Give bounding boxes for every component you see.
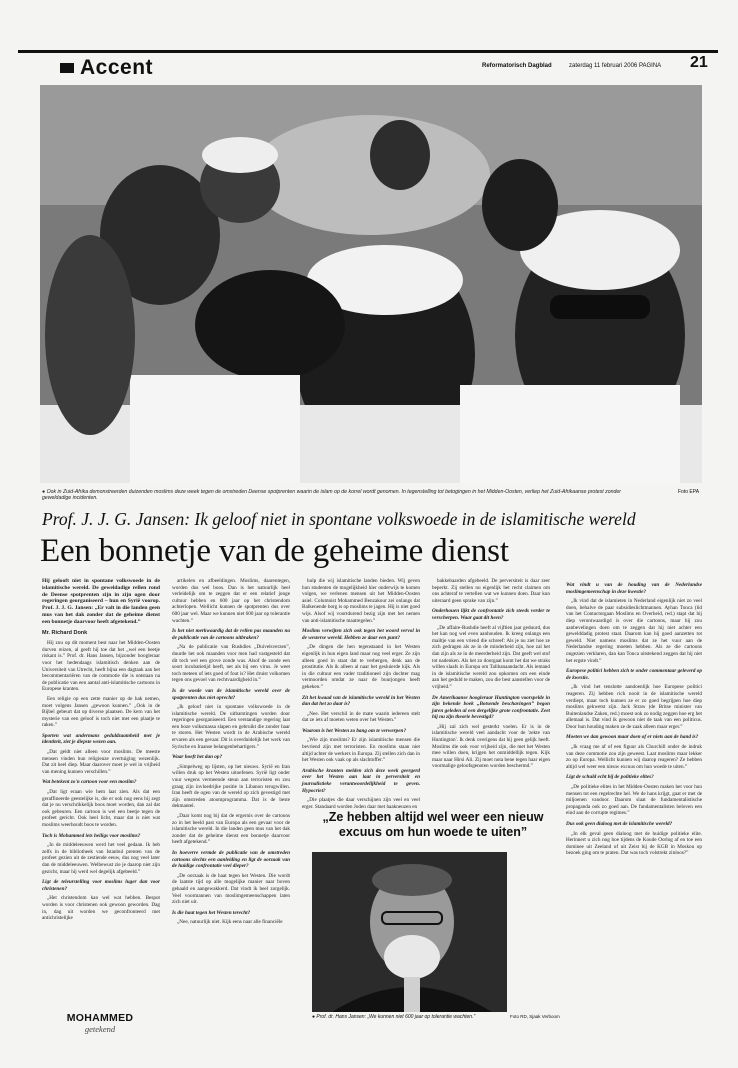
interview-question: Wat vindt u van de houding van de Nederlandse moslimgemeenschap in deze kwestie? bbox=[566, 582, 702, 595]
protest-photo-illustration bbox=[40, 85, 702, 483]
main-photo bbox=[40, 85, 702, 483]
interview-question: Ligt de schuld echt bij de politieke elites? bbox=[566, 774, 654, 781]
interview-question: Is het niet merkwaardig dat de rellen pas maanden na de publicatie van de cartoons uitbraken? bbox=[172, 628, 290, 641]
interview-question: Waar hoeft het dan op? bbox=[172, 754, 223, 761]
logo-title: MOHAMMED bbox=[66, 1012, 134, 1024]
paragraph: „Ik vind dat de islamieten in Nederland eigenlijk niet zo veel doen, behalve de paar subsidieslichtmannen. Ayhan Tonca (lid van het Contactorgaan Moslims en Overheid, red.) stapt dat hij diep verontwaardigd is over die cartoons, maar hij zou aanbevelingen doen om te zeggen dat hij niet achter een gewelddadig protest staat. Daarom kan hij goed aanzetten tot geweld. Niet namens moslims dat ze het vuur aan de Nederlandse regering moeten hebben. Als ze die cartoons ongezien verklaren, dan kan Tonca uitstekend zeggen dat hij niet het ergste vindt.” bbox=[566, 598, 702, 664]
paragraph: „De affaire-Rushdie heeft al vijftien jaar geduurd, dus het kan nog wel even aanhouden. Ik kreeg onlangs een mailtje van een vriend die schreef: Als je nu ziet hoe ze zich gedragen als ze in de minderheid zijn, hoe zal het dan zijn als ze in de meerderheid zijn. Dat geeft wel stof tot nadenken. Als het zo doorgaat komt het dat we straks willen slaafs in Europa om Talibanaandacht. Als iemand in de islamitische wereld zou opkomen om een einde aan het geduld te maken, zou die best aanstellen voor de vrijheid.” bbox=[432, 624, 550, 690]
paragraph: „Daar komt nog bij dat de ergernis over de cartoons zo in het beeld past van Europa als een gevaar voor de islamitische wereld. In die landen geen mus van het dak zonder dat de geheime dienst een bonnetje daarvoor heeft afgetekend.” bbox=[172, 813, 290, 846]
interview-question: Arabische kranten melden zich deze week geergerd over het Westen aan laat in perversiteit en journalistieke verantwoordelijkheid te geven. Hypocriet? bbox=[302, 767, 420, 794]
interview-question: Onderhouen lijkt de confrontatie zich steeds verder te verscherpen. Waar gaat dit heen? bbox=[432, 608, 550, 621]
paragraph: Hij zou op dit moment best naar het Midden-Oosten durven reizen, al geeft hij toe dat het „wel een beetje riskant is.” Prof. dr. Hans Jansen, bijzonder hoogleraar voor het hedendaags islamitisch denken aan de Universiteit van Utrecht, heeft bijna een dagtaak aan het becommentariëren van de commotie die is ontstaan na de publicatie van een aantal anti-islamitische cartoons in Europese kranten. bbox=[42, 640, 160, 693]
section-label: Accent bbox=[80, 56, 154, 79]
paragraph: „Ik vraag me af of een figuur als Churchill onder de indruk van deze commotie zou zijn geweest. Laat moslims maar lekker zo op Europa. Wellicht kunnen wij daarop reageren? Ze hebben altijd wel weer een nieuw excuus om hun woede te uiten.” bbox=[566, 744, 702, 770]
paragraph: „De politieke elites in het Midden-Oosten maken het voor hun mensen tot een regelrechte hel. We de hans krijgt, gaat er met de miljoenen vandoor. Daarom slaat de fundamentalistische propaganda ook zo goed aan. De fundamentalisten beloven een eind aan de corrupte regimes.” bbox=[566, 784, 702, 817]
article-column-3 bbox=[302, 578, 420, 813]
interview-question: Toch is Mohammed iets heiligs voor moslims? bbox=[42, 832, 141, 839]
article-lead: Hij gelooft niet in spontane volkswoede in de islamitische wereld. De geweldadige rellen rond de Deense spotprenten zijn in zijn ogen door regeringen georganiseerd – hun en Syrië voorop. Prof. J. J. G. Jansen: „Er valt in die landen geen mus van het dak zonder dat de geheime dienst een bonnetje daarvoor heeft afgetekend.” bbox=[42, 578, 160, 625]
paragraph: „Ik vind het tenslotte aandoenlijk hoe Europese politici reageren. Zij hebben rich nooit in de islamitische wereld verdiept, maar toch kunnen ze er zo goed begrijpen hoe diep moslims gekwetst zijn. Jack Straw (de Britse minister van Buitenlandse Zaken, red.) moest ook zo nodig zeggen hoe erg het allemaal is. Dat vind ik gewoon niet de taak van een politicus. Door hun houding maken ze de zaak alleen maar erger.” bbox=[566, 684, 702, 730]
article-column-1 bbox=[42, 578, 160, 925]
paragraph: „Die plaatjes die daar verschijnen zijn veel en veel erger. Standaard worden Joden daar met haakneuzen en bbox=[302, 797, 420, 810]
interview-question: Dus ook geen dialoog met de islamitische wereld? bbox=[566, 821, 673, 827]
portrait-photo bbox=[312, 852, 507, 1012]
paragraph: „In de middeleeuwen werd het veel gedaan. Ik heb zelfs in de bibliotheek van Istanbul prenten van de profeet gezien uit de zestiende eeuw, dus nog veel later dan de middeleeuwen. Welbewust zie je daarop niet zijn gezicht, maar hij werd wel degelijk afgebeeld.” bbox=[42, 842, 160, 875]
date-line: zaterdag 11 februari 2006 PAGINA bbox=[569, 63, 662, 69]
pull-quote: „Ze hebben altijd wel weer een nieuw excuus om hun woede te uiten” bbox=[322, 810, 544, 839]
paragraph: hulp die wij islamitische landen bieden. Wij geven hun studenten de mogelijkheid hier onderwijs te komen volgen, we verlenen mensen uit het Midden-Oosten asiel. Columnist Mohammed Benzakour zei onlangs dat Balkenende borg is op moslims te jagen. Hij is niet goed wijs. Alsof wij voortdurend bezig zijn met het nemen van anti-islamitische maatregelen.” bbox=[302, 578, 420, 624]
portrait-caption: ● Prof. dr. Hans Jansen: „We kunnen niet 600 jaar op tolerantie wachten.” bbox=[312, 1014, 476, 1020]
series-logo bbox=[62, 1012, 138, 1034]
paragraph: artikelen en afbeeldingen. Moslims, daarentegen, worden dus wel boos. Dan is het natuurlijk heel verleidelijk om te zeggen dat er een relatief jonge cultuur hebben en 600 jaar op het christendom achterlopen. Wellicht kunnen de spotprenten dus over 600 jaar wel. Maar we kunnen niet 600 jaar op tolerantie wachten.” bbox=[172, 578, 290, 624]
interview-question: Ligt de teleurstelling voor moslims luger dan voor christenen? bbox=[42, 879, 160, 892]
paragraph: „Dat geldt niet alleen voor moslims. De meeste mensen vinden hun religieuze overtuiging wezenlijk. Dat zit heel diep. Maar daarover moet je wel in vrijheid van mening kunnen verschillen.” bbox=[42, 749, 160, 775]
paragraph: bakkebaarden afgebeeld. De perversiteit is daar zeer beperkt. Zij stellen nu eigenlijk het recht claimen om ons achteraf te vertellen wat we kunnen doen. Daar kun uiteraard geen sprake van zijn.” bbox=[432, 578, 550, 604]
paragraph: „Hij zal zich wel gesterkt voelen. Er is in de islamitische wereld veel aandacht voor de 'zekte van Huntington'. Ik denk overigens dat hij geen gelijk heeft. Moslims die ook voor vrijheid zijn, die met het Westen mee willen doen, krijgen het onmiddellijk tegen. Kijk maar naar Hirsi Ali. Zij moet nota bene tegen haar eigen voormalige geloofsgenoten worden beschermd.” bbox=[432, 723, 550, 770]
portrait-credit: Foto RD, Sjaak Verboom bbox=[510, 1014, 560, 1019]
interview-question: Wat betekent zo'n cartoon voor een moslim? bbox=[42, 779, 137, 786]
interview-question: Moslims verwijten zich ook tegen het woord vervol in de westerse wereld. Hebben ze daar een punt? bbox=[302, 628, 420, 641]
paragraph: „Nee. Het verschil in de mate waarin iedereen stelt dat ze iets af moeten weten over het Westen.” bbox=[302, 710, 420, 724]
article-kicker: Prof. J. J. G. Jansen: Ik geloof niet in spontane volkswoede in de islamitische wereld bbox=[42, 509, 636, 529]
article-column-4 bbox=[432, 578, 550, 773]
paper-name: Reformatorisch Dagblad bbox=[482, 63, 552, 69]
portrait-illustration bbox=[312, 852, 507, 1012]
paragraph: „Wie zijn moslims? Er zijn islamitische mensen die bevriend zijn met terroristen. En moslims staan niet altijd achter de werkers in Europa. Zij stellen zich dan in het Westen ook vaak op als slachtoffer.” bbox=[302, 737, 420, 764]
photo-caption: ● Ook in Zuid-Afrika demonstreerden duizenden moslims deze week tegen de omstreden Deense spotprenten waarin de islam op de korrel wordt genomen. In tegenstelling tot betogingen in het Midden-Oosten, verliep het Zuid-Afrikaanse protest zonder geweldadige incidenten. bbox=[42, 489, 621, 501]
paragraph: Een religie op een zette manier op de hak nemen, moet volgens Jansen „gewoon kunnen.” „Ook in de Bijbel gebeurt dat op diverse plaatsen. De kern van het mysterie van een geloof is toch niet met een plaatje te raken.” bbox=[42, 695, 160, 729]
interview-question: Europese politici hebben zich te onder commentaar geleverd op de kwestie. bbox=[566, 668, 702, 681]
interview-question: Zit het kwaad van de islamitische wereld in het Westen dan dat het zo daar is? bbox=[302, 694, 420, 708]
paragraph: „De dingen die hen tegenstaand in het Westen eigenlijk in hun eigen land maar nog veel erger. Ze zijn alleen goed in staat dat te verbergen, denk aan de prostitutie. Als ik alleen al naar het gesluierde kijk. Als in die cultuur een vader traditioneel zijn dochter mag vermoorden omdat ze naar de buurjongen heeft gekeken.” bbox=[302, 644, 420, 690]
interview-question: Waarom is het Westen zo bang om te verwerpen? bbox=[302, 727, 407, 734]
interview-question: Moeten we dan gewoon maar doen of er niets aan de hand is? bbox=[566, 734, 699, 741]
paragraph: „Ik geloof niet in spontane volkswoede in de islamitische wereld. De uitbarstingen worden door regeringen georganiseerd. Een verstandige regering laat een boze volksmassa slapen en gebruikt die zonder haar te storen. Het Westen wordt in de Arabische wereld ervaren als een gevaar. Dit is overduidelijk het werk van Syrische en Iraanse belangenbehartigers.” bbox=[172, 704, 290, 750]
interview-question: Is de woede van de islamitische wereld over de spotprenten dus niet oprecht? bbox=[172, 687, 290, 701]
paragraph: „In elk geval geen dialoog met de huidige politieke elite. Herinnert u zich nog hoe tijdens de Koude Oorlog af en toe een dominee uit Zeeland of uit Zeist bij de KGB in Moskou op bezoek ging om te praten. Dat was toch volstrekt zinloos?” bbox=[566, 830, 702, 857]
paragraph: „Het christendom kan wel wat hebben. Bespot worden is voor christenen ook gewoon geworden. Dag in, dag uit worden we geconfronteerd met antichristelijke bbox=[42, 895, 160, 922]
article-headline: Een bonnetje van de geheime dienst bbox=[40, 533, 509, 569]
interview-question: Is die haat tegen het Westen terecht? bbox=[172, 909, 251, 916]
byline: Mr. Richard Donk bbox=[42, 629, 88, 636]
paragraph: „Dat ligt eraan wie hem laat zien. Als dat een geraffineerde geestelijke is, die er ook nog eens bij zegt dat je nu verschrikkelijk boos moet worden, dan zal dat ook gebeuren. Een cartoon is wel een beetje tegen de profeet gericht. Ook heel licht, maar dat is niet wat moslims weerhoudt boos te worden. bbox=[42, 789, 160, 829]
article-column-5 bbox=[566, 578, 702, 860]
paragraph: „De oorzaak is de haat tegen het Westen. Die wordt de laatste tijd op alle mogelijke manier naar boven gehaald en aangewakkerd. Dat vindt ik heel zorgelijk. Veel voormannen van moslimgemeenschappen laten zich niet uit. bbox=[172, 872, 290, 906]
header-rule bbox=[18, 50, 718, 53]
interview-question: In hoeverre vermde de publicatie van de omstreden cartoons slechts een aanleiding en ligt de oorzaak van de huidige confrontatie veel dieper? bbox=[172, 849, 290, 870]
paragraph: „Simpelweg op lijsten, op het nieuws. Syrië en Iran willen druk op het Westen uitoefenen. Syrië ligt onder vuur wegens vermeende steun aan terroristen en zou graag zijn invloedrijke positie in Libanon terugwillen. Iran heeft de ogen van de wereld op zich gevestigd met zijn omstreden atoomprogramma. Dat is de beste dekmantel. bbox=[172, 763, 290, 810]
paragraph: „Na de publicatie van Rushdies „Duivelsverzen”, duurde het ook maanden voor men had vastgesteld dat dit toch wel een grove zonde was. Alsof de zonde een soort incubatietijd heeft, net als bij een virus. Je weet toch meteen of iets goed of fout is? Het druist volkomen tegen ons gevoel van rechtvaardigheid in.” bbox=[172, 644, 290, 684]
paragraph: „Nee, natuurlijk niet. Kijk eens naar alle financiële bbox=[177, 919, 283, 926]
photo-credit: Foto EPA bbox=[678, 489, 700, 495]
logo-subtitle: getekend bbox=[84, 1024, 116, 1034]
interview-question: De Amerikaanse hoogleraar Huntington voorspelde in zijn bekende boek „Botsende beschavingen” begon jaren geleden al een dergelijke grote confrontatie. Zeet hij nu zijn theorie bevestigd? bbox=[432, 694, 550, 721]
interview-question: Sporten wat andermans geduldzaamheid met je identiteit, ziet je diepste wezen aan. bbox=[42, 732, 160, 746]
article-column-2 bbox=[172, 578, 290, 929]
page-number: 21 bbox=[690, 54, 708, 71]
section-marker bbox=[60, 63, 74, 73]
